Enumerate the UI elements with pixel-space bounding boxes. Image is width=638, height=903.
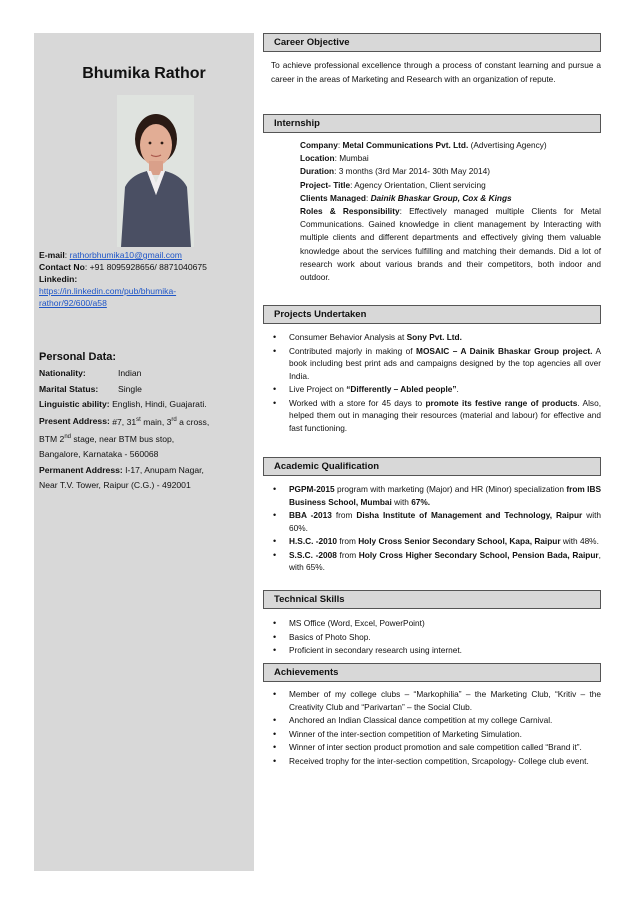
present-address-sup: st [136, 416, 141, 423]
project-text: Consumer Behavior Analysis at [289, 332, 407, 342]
nationality-row [39, 366, 251, 382]
project-text: A book including best print ads and campaigns designed by the top agencies all over India. [289, 345, 602, 381]
degree-text: with 60%. [289, 510, 601, 533]
list-item: • Received trophy for the inter-section competition, Srcapology- College club event. [263, 755, 601, 768]
list-item: • Anchored an Indian Classical dance competition at my college Carnival. [263, 714, 601, 727]
degree: BBA -2013 [289, 510, 332, 520]
project-bold: MOSAIC – A Dainik Bhaskar Group project. [416, 345, 593, 356]
degree-text: from [331, 510, 357, 520]
internship-title: Internship [274, 118, 320, 129]
company-label: Company [300, 140, 338, 150]
location-row: Location: Mumbai [300, 153, 369, 164]
project-value: Agency Orientation, Client servicing [354, 179, 486, 190]
linkedin-link-line1[interactable]: https://in.linkedin.com/pub/bhumika- [39, 286, 177, 296]
internship-details [300, 139, 601, 284]
institution: Holy Cross Higher Secondary School, Pension Bada, Raipur [358, 549, 599, 560]
email-link[interactable]: rathorbhumika10@gmail.com [69, 250, 182, 260]
roles-label: Roles & Responsibility [300, 206, 400, 217]
list-item [263, 483, 601, 508]
list-item: • Proficient in secondary research using internet. [263, 644, 601, 657]
duration-label: Duration [300, 166, 335, 177]
degree: H.S.C. -2010 [289, 536, 337, 546]
project-row: Project- Title: Agency Orientation, Client servicing [300, 179, 486, 190]
sidebar [34, 33, 254, 871]
degree: S.S.C. -2008 [289, 549, 337, 560]
project-text: . Also, helped them out in managing their resources (material and labour) for effective and fast functioning. [289, 397, 601, 433]
achievements-list [263, 688, 601, 768]
roles-row: Roles & Responsibility: Effectively managed multiple Clients for Metal Communications. Gained knowledge in client management by Interacting with multiple clients and different departments and effectively giving them valuable knowledge about the services fulfilling and matching their demands. Did a lot of research work about various brands and their competitors, both indoor and outdoor. [300, 206, 601, 283]
location-value: Mumbai [339, 153, 369, 164]
phone-label: Contact No [39, 262, 85, 272]
permanent-address-label: Permanent Address: [39, 464, 123, 475]
list-item [263, 549, 601, 574]
person-photo-icon [117, 95, 194, 247]
list-item [263, 535, 601, 548]
company-row: Company: Metal Communications Pvt. Ltd. (Advertising Agency) [300, 140, 547, 150]
email-label: E-mail [39, 250, 65, 260]
present-address-sup: nd [64, 433, 71, 440]
institution: Holy Cross Senior Secondary School, Kapa, Raipur [358, 536, 561, 546]
nationality-label: Nationality: [39, 368, 86, 378]
achievements-header [263, 663, 601, 682]
linkedin-label-text: Linkedin: [39, 274, 78, 284]
career-objective-title: Career Objective [274, 37, 350, 48]
institution: from IBS Business School, Mumbai [289, 484, 601, 507]
score: 67%. [411, 496, 431, 507]
degree-text: with [391, 496, 412, 507]
project-label: Project- Title [300, 179, 351, 190]
personal-data-title: Personal Data: [39, 351, 117, 363]
linguistic-value: English, Hindi, Guajarati. [112, 399, 207, 409]
career-objective-header [263, 33, 601, 52]
institution: Disha Institute of Management and Technology, Raipur [356, 510, 583, 520]
project-bold: promote its festive range of products [425, 397, 578, 408]
profile-photo [117, 95, 194, 247]
present-address-part: a cross, [176, 416, 210, 427]
project-bold: “Differently – Abled people” [346, 384, 457, 394]
marital-label: Marital Status: [39, 383, 99, 394]
present-address-part: stage, near BTM bus stop, [71, 433, 175, 444]
roles-value: Effectively managed multiple Clients for Metal Communications. Gained knowledge in client management by Interacting with multiple clients and different departments and effectively giving them valuable knowledge about the services fulfilling and matching their demands. Did a lot of research work about various brands and their competitors, both indoor and outdoor. [300, 206, 601, 283]
degree-text: , with 65%. [289, 549, 601, 572]
list-item [263, 509, 601, 534]
marital-row [39, 382, 251, 398]
phone-line: Contact No: +91 8095928656/ 8871040675 [39, 262, 207, 272]
permanent-address-part: I-17, Anupam Nagar, [125, 464, 204, 475]
list-item: • MS Office (Word, Excel, PowerPoint) [263, 617, 601, 630]
nationality-value: Indian [118, 368, 142, 378]
present-address-row [39, 413, 251, 430]
present-address-row-3: Bangalore, Karnataka - 560068 [39, 449, 159, 460]
present-address-part: #7, 31 [112, 416, 137, 427]
internship-header [263, 114, 601, 133]
degree: PGPM-2015 [289, 484, 335, 494]
contact-info [39, 249, 251, 309]
skills-list [263, 617, 601, 658]
company-note: (Advertising Agency) [470, 140, 547, 150]
personal-data [39, 366, 251, 494]
clients-label: Clients Managed [300, 192, 366, 203]
project-text: Contributed majorly in making of [289, 345, 417, 356]
present-address-part: main, 3 [140, 416, 172, 427]
phone-number: +91 8095928656/ 8871040675 [89, 262, 207, 272]
permanent-address-row [39, 463, 251, 479]
candidate-name: Bhumika Rathor [82, 65, 206, 82]
linkedin-link[interactable] [39, 285, 251, 309]
list-item: • Winner of the inter-section competition of Marketing Simulation. [263, 728, 601, 741]
projects-list [263, 331, 601, 435]
linguistic-row [39, 397, 251, 413]
list-item [263, 397, 601, 435]
degree-text: from [336, 549, 359, 560]
project-text: Worked with a store for 45 days to [289, 397, 426, 408]
permanent-address-row-2: Near T.V. Tower, Raipur (C.G.) - 492001 [39, 480, 191, 491]
list-item: • Winner of inter section product promotion and sale competition called “Brand it”. [263, 741, 601, 754]
project-text: Live Project on [289, 384, 347, 394]
present-address-part: BTM 2 [39, 433, 65, 444]
project-bold: Sony Pvt. Ltd. [406, 332, 462, 342]
projects-header [263, 305, 601, 324]
list-item: • Basics of Photo Shop. [263, 631, 601, 644]
present-address-label: Present Address: [39, 416, 110, 427]
email-line: E-mail: rathorbhumika10@gmail.com [39, 250, 182, 260]
academic-list [263, 483, 601, 575]
achievements-title: Achievements [274, 667, 339, 678]
list-item: • Member of my college clubs – “Markophilia” – the Marketing Club, “Kritiv – the Creativity Club and “Parivartan” – the Social Club. [263, 688, 601, 713]
degree-text: from [336, 536, 359, 546]
list-item [263, 383, 601, 396]
linkedin-label [39, 273, 251, 285]
clients-value: Dainik Bhaskar Group, Cox & Kings [370, 192, 512, 203]
degree-text: with 48%. [560, 536, 599, 546]
linguistic-label: Linguistic ability: [39, 399, 110, 409]
projects-title: Projects Undertaken [274, 309, 367, 320]
present-address-sup: rd [171, 416, 177, 423]
list-item [263, 331, 601, 344]
linkedin-link-line2[interactable]: rathor/92/600/a58 [39, 298, 107, 308]
location-label: Location [300, 153, 335, 164]
duration-row: Duration: 3 months (3rd Mar 2014- 30th May 2014) [300, 166, 490, 177]
duration-value: 3 months (3rd Mar 2014- 30th May 2014) [338, 166, 490, 177]
skills-header [263, 590, 601, 609]
marital-value: Single [118, 383, 142, 394]
career-objective-text: To achieve professional excellence through a process of constant learning and pursue a career in the areas of Marketing and Research with an organization of repute. [271, 60, 601, 84]
academic-header [263, 457, 601, 476]
academic-title: Academic Qualification [274, 461, 380, 472]
list-item [263, 345, 601, 383]
company-value: Metal Communications Pvt. Ltd. [342, 140, 469, 150]
clients-row: Clients Managed: Dainik Bhaskar Group, Cox & Kings [300, 192, 512, 203]
present-address-row-2 [39, 430, 251, 447]
skills-title: Technical Skills [274, 594, 345, 605]
degree-text: program with marketing (Major) and HR (Minor) specialization [334, 484, 567, 494]
project-text: . [456, 384, 459, 394]
